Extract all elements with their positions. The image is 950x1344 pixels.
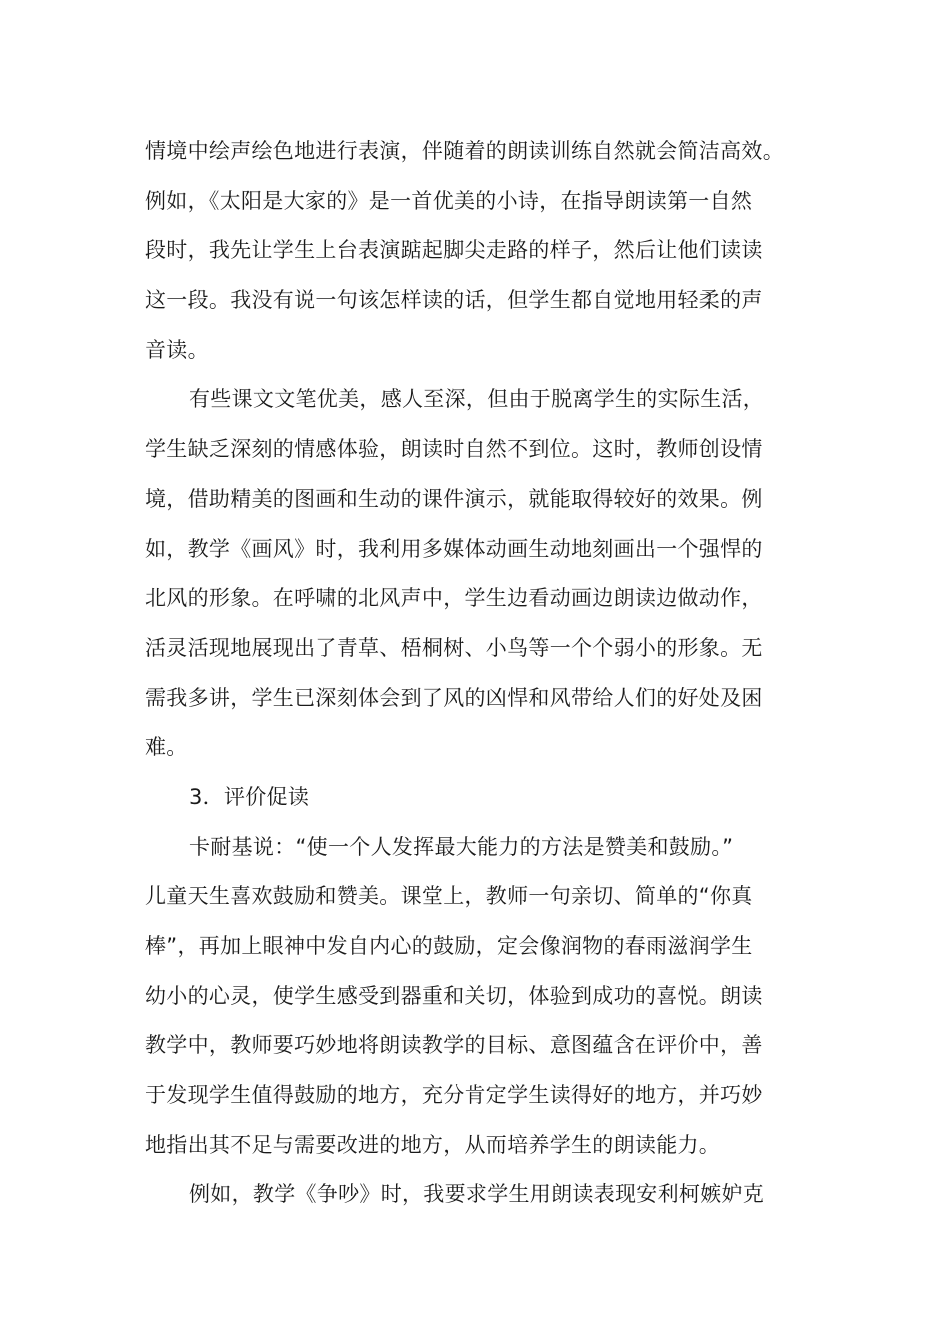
- text-line: 段时，我先让学生上台表演踮起脚尖走路的样子，然后让他们读读: [145, 238, 763, 263]
- text-line: 幼小的心灵，使学生感受到器重和关切，体验到成功的喜悦。朗读: [145, 983, 763, 1008]
- text-line: 北风的形象。在呼啸的北风声中，学生边看动画边朗读边做动作，: [145, 586, 763, 611]
- text-line: 如，教学《画风》时，我利用多媒体动画生动地刻画出一个强悍的: [145, 536, 763, 561]
- text-line: 学生缺乏深刻的情感体验，朗读时自然不到位。这时，教师创设情: [145, 437, 763, 462]
- paragraph-first-line: 3．评价促读: [189, 784, 310, 809]
- text-line: 活灵活现地展现出了青草、梧桐树、小鸟等一个个弱小的形象。无: [145, 635, 763, 660]
- text-line: 情境中绘声绘色地进行表演，伴随着的朗读训练自然就会简洁高效。: [145, 139, 784, 163]
- text-line: 地指出其不足与需要改进的地方，从而培养学生的朗读能力。: [145, 1132, 721, 1157]
- text-line: 例如，《太阳是大家的》是一首优美的小诗，在指导朗读第一自然: [145, 188, 753, 213]
- text-line: 儿童天生喜欢鼓励和赞美。课堂上，教师一句亲切、简单的“你真: [145, 884, 753, 909]
- text-line: 需我多讲，学生已深刻体会到了风的凶悍和风带给人们的好处及困: [145, 685, 763, 710]
- paragraph-first-line: 卡耐基说：“使一个人发挥最大能力的方法是赞美和鼓励。”: [189, 834, 734, 859]
- paragraph-first-line: 例如，教学《争吵》时，我要求学生用朗读表现安利柯嫉妒克: [189, 1182, 765, 1207]
- paragraph-first-line: 有些课文文笔优美，感人至深，但由于脱离学生的实际生活，: [189, 387, 765, 412]
- text-line: 境，借助精美的图画和生动的课件演示，就能取得较好的效果。例: [145, 486, 763, 511]
- text-line: 难。: [145, 735, 188, 760]
- text-line: 于发现学生值得鼓励的地方，充分肯定学生读得好的地方，并巧妙: [145, 1083, 763, 1108]
- text-line: 棒”，再加上眼神中发自内心的鼓励，定会像润物的春雨滋润学生: [145, 934, 753, 958]
- document-body: [145, 127, 817, 1220]
- text-line: 教学中，教师要巧妙地将朗读教学的目标、意图蕴含在评价中，善: [145, 1033, 763, 1058]
- text-line: 音读。: [145, 337, 209, 362]
- text-line: 这一段。我没有说一句该怎样读的话，但学生都自觉地用轻柔的声: [145, 288, 763, 313]
